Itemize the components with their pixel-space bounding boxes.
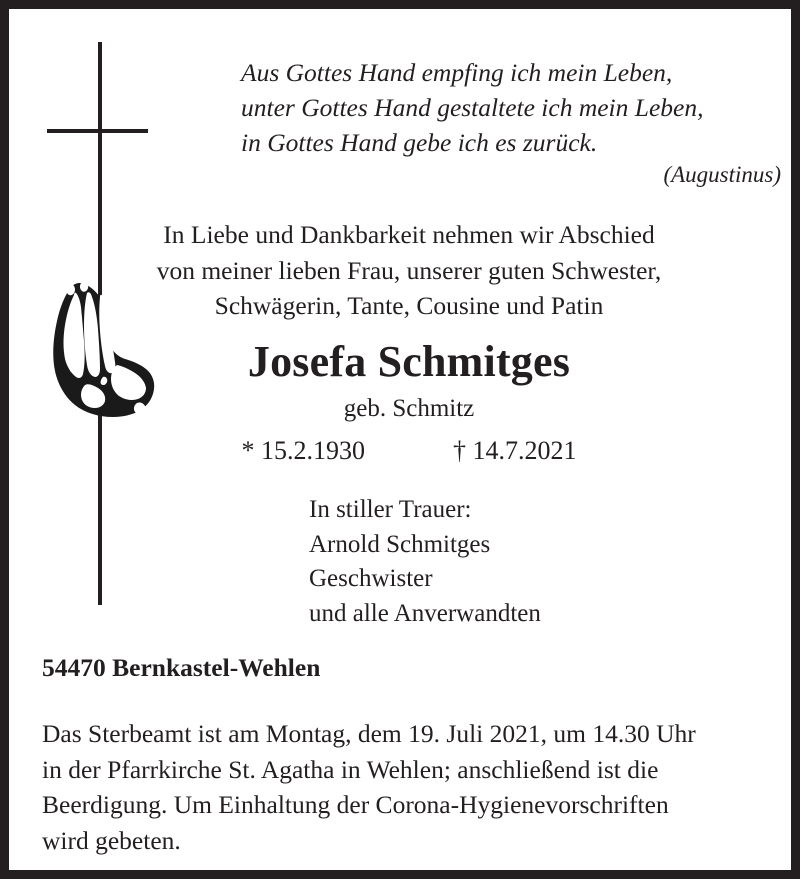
mourners-block <box>309 493 709 631</box>
mourner-entry: Arnold Schmitges <box>309 530 491 558</box>
location-line: 54470 Bernkastel-Wehlen <box>42 653 321 682</box>
life-dates <box>33 435 785 467</box>
notice-inner <box>9 9 791 870</box>
quote-line-3: in Gottes Hand gebe ich es zurück. <box>241 128 598 157</box>
service-details <box>42 716 772 858</box>
closing-line-1: Das Sterbeamt ist am Montag, dem 19. Juli 2021, um 14.30 Uhr <box>42 719 696 748</box>
deceased-maiden-name: geb. Schmitz <box>343 395 475 422</box>
memorial-quote <box>241 55 781 160</box>
intro-line-3: Schwägerin, Tante, Cousine und Patin <box>214 291 604 320</box>
closing-line-4: wird gebeten. <box>42 825 181 855</box>
notice-text-content <box>9 9 791 870</box>
birth-date-group <box>242 435 366 467</box>
death-date: 14.7.2021 <box>472 436 577 465</box>
birth-date: 15.2.1930 <box>261 436 365 465</box>
quote-line-2: unter Gottes Hand gestaltete ich mein Leben, <box>241 93 704 122</box>
quote-attribution: (Augustinus) <box>663 162 781 187</box>
closing-line-3: Beerdigung. Um Einhaltung der Corona-Hygienevorschriften <box>42 790 669 819</box>
intro-line-1: In Liebe und Dankbarkeit nehmen wir Abschied <box>163 220 655 249</box>
birth-star-icon: * <box>241 436 255 465</box>
mourner-entry: Geschwister <box>309 565 433 592</box>
introduction-text <box>33 217 785 324</box>
death-date-group <box>453 435 577 467</box>
deceased-name: Josefa Schmitges <box>247 337 571 386</box>
closing-line-2: in der Pfarrkirche St. Agatha in Wehlen; anschließend ist die <box>42 754 659 784</box>
mourners-heading: In stiller Trauer: <box>309 496 472 523</box>
mourner-entry: und alle Anverwandten <box>309 599 541 627</box>
quote-line-1: Aus Gottes Hand empfing ich mein Leben, <box>241 58 673 87</box>
death-cross-icon: † <box>453 436 466 465</box>
intro-line-2: von meiner lieben Frau, unserer guten Schwester, <box>156 255 662 285</box>
